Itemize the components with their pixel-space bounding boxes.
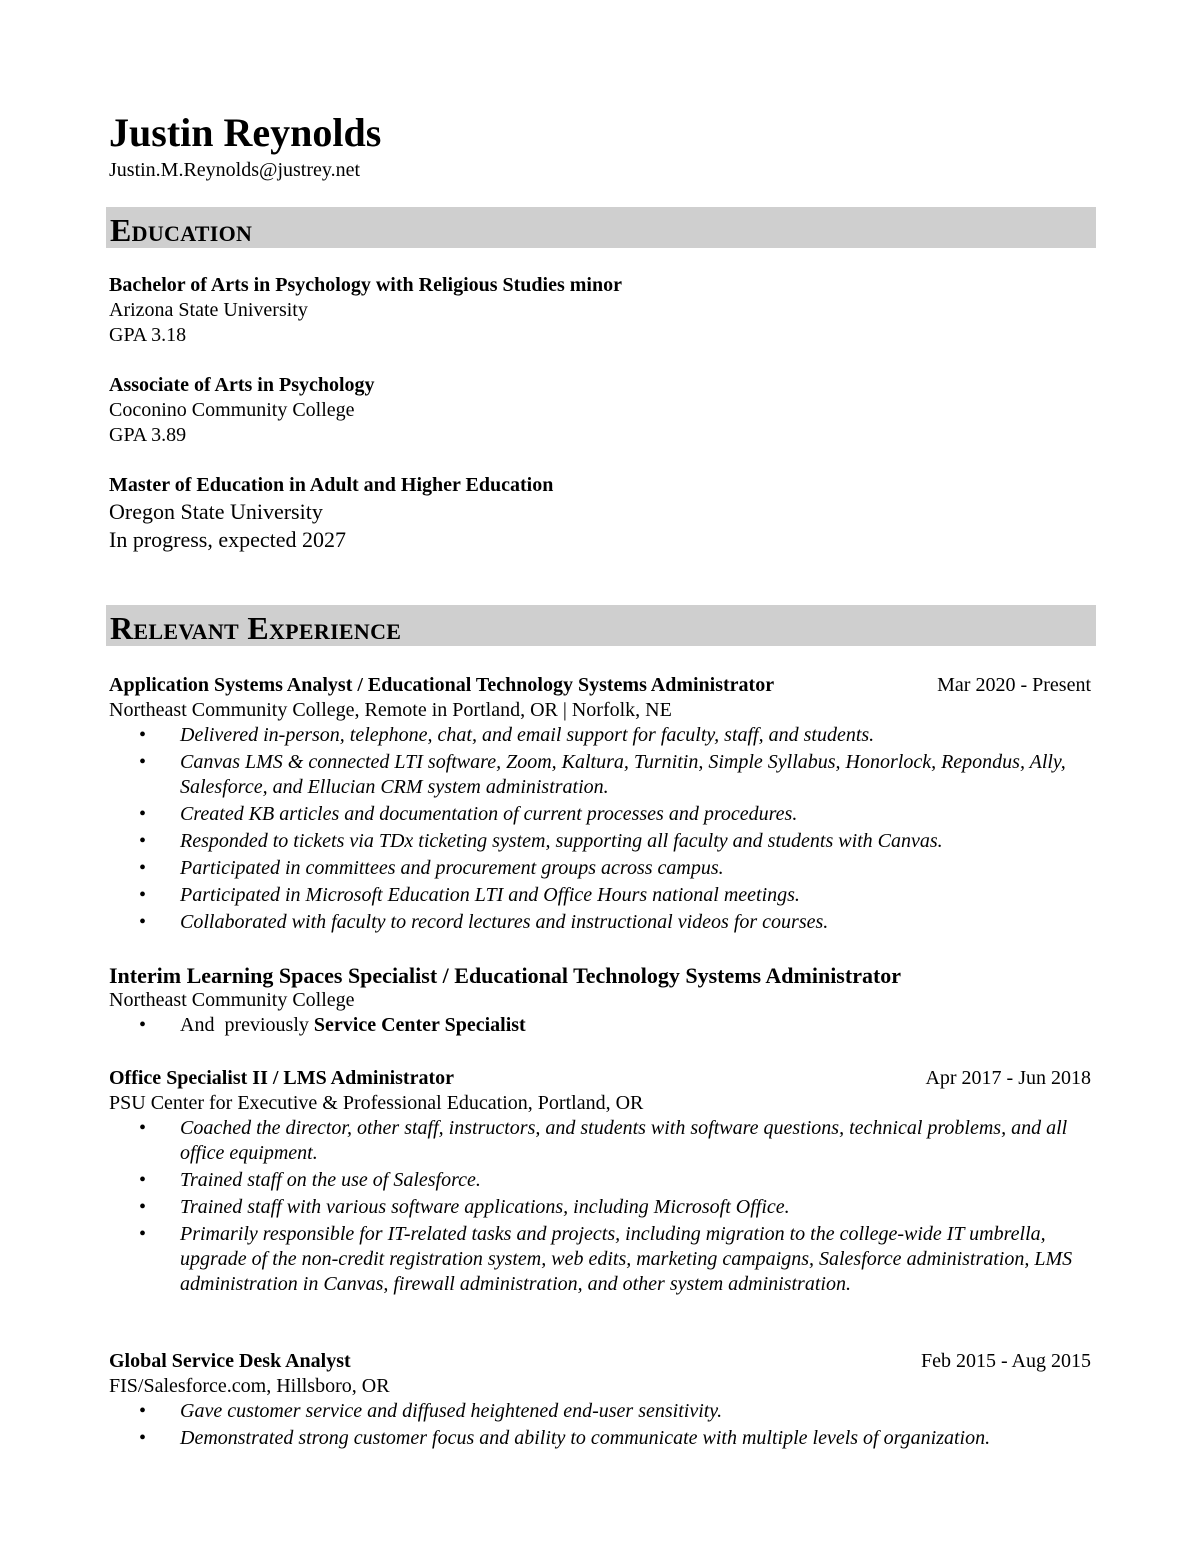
degree-title: Bachelor of Arts in Psychology with Religious Studies minor: [109, 274, 622, 296]
degree-detail: In progress, expected 2027: [109, 527, 347, 552]
school-name: Coconino Community College: [109, 399, 355, 421]
job-entry: [109, 1349, 1091, 1453]
list-item: [109, 750, 1091, 800]
job-organization: Northeast Community College, Remote in Portland, OR | Norfolk, NE: [109, 699, 672, 721]
candidate-email[interactable]: Justin.M.Reynolds@justrey.net: [109, 159, 361, 181]
bullet-icon: •: [139, 884, 147, 906]
list-item: [109, 1195, 1091, 1220]
bullet-text: Participated in Microsoft Education LTI and Office Hours national meetings.: [180, 884, 800, 906]
job-bullets: [109, 1399, 1091, 1451]
bullet-icon: •: [139, 911, 147, 933]
list-item: [109, 856, 1091, 881]
job-bullets: [109, 723, 1091, 935]
job-organization: FIS/Salesforce.com, Hillsboro, OR: [109, 1375, 390, 1397]
bullet-text: And previously: [180, 1014, 314, 1036]
list-item: [109, 1168, 1091, 1193]
list-item: [109, 910, 1091, 935]
bullet-text: Delivered in-person, telephone, chat, and email support for faculty, staff, and students.: [180, 724, 875, 746]
candidate-name: Justin Reynolds: [109, 110, 382, 155]
bullet-icon: •: [139, 1223, 147, 1245]
bullet-text: Trained staff with various software applications, including Microsoft Office.: [180, 1196, 790, 1218]
list-item: [109, 1426, 1091, 1451]
list-item: [109, 829, 1091, 854]
job-bullets: [109, 1116, 1091, 1297]
job-bullets: [109, 1013, 1091, 1038]
list-item: [109, 802, 1091, 827]
bullet-text: Canvas LMS & connected LTI software, Zoom, Kaltura, Turnitin, Simple Syllabus, Honorlock, Repondus, Ally, Salesforce, and Ellucian CRM system administration.: [180, 751, 1066, 798]
bullet-icon: •: [139, 1117, 147, 1139]
job-title: Interim Learning Spaces Specialist / Educational Technology Systems Administrator: [109, 963, 902, 988]
bullet-text: Responded to tickets via TDx ticketing system, supporting all faculty and students with Canvas.: [180, 830, 943, 852]
job-organization: PSU Center for Executive & Professional Education, Portland, OR: [109, 1092, 644, 1114]
previous-role: Service Center Specialist: [313, 1014, 526, 1036]
bullet-text: Gave customer service and diffused heightened end-user sensitivity.: [180, 1400, 723, 1422]
list-item: [109, 1116, 1091, 1166]
experience-heading: Relevant Experience: [110, 610, 402, 646]
job-title: Application Systems Analyst / Educational Technology Systems Administrator: [109, 674, 775, 696]
job-organization: Northeast Community College: [109, 989, 355, 1011]
education-heading: Education: [110, 212, 253, 248]
degree-detail: GPA 3.18: [109, 324, 187, 346]
list-item: [109, 883, 1091, 908]
bullet-icon: •: [139, 803, 147, 825]
job-dates: Mar 2020 - Present: [937, 674, 1091, 696]
bullet-text: Demonstrated strong customer focus and ability to communicate with multiple levels of organization.: [180, 1427, 991, 1449]
school-name: Arizona State University: [109, 299, 308, 321]
bullet-text: Participated in committees and procurement groups across campus.: [180, 857, 724, 879]
bullet-icon: •: [139, 830, 147, 852]
education-entry: [109, 373, 375, 448]
school-name: Oregon State University: [109, 499, 323, 524]
degree-detail: GPA 3.89: [109, 424, 187, 446]
bullet-icon: •: [139, 1169, 147, 1191]
bullet-icon: •: [139, 857, 147, 879]
education-entry: [109, 273, 622, 348]
list-item: [109, 1222, 1091, 1297]
degree-title: Associate of Arts in Psychology: [109, 374, 375, 396]
list-item: [109, 1399, 1091, 1424]
job-entry: [109, 963, 1091, 1040]
bullet-text: Collaborated with faculty to record lectures and instructional videos for courses.: [180, 911, 829, 933]
job-entry: [109, 1066, 1091, 1299]
bullet-text: Primarily responsible for IT-related tasks and projects, including migration to the college-wide IT umbrella, upgrade of the non-credit registration system, web edits, marketing campaigns, Salesforce administration, LMS administration in Canvas, firewall administration, and other system administration.: [180, 1223, 1073, 1295]
bullet-icon: •: [139, 1427, 147, 1449]
job-dates: Feb 2015 - Aug 2015: [921, 1350, 1091, 1372]
job-header: [109, 1066, 1091, 1091]
job-header: [109, 673, 1091, 698]
bullet-icon: •: [139, 1196, 147, 1218]
list-item: [109, 1013, 1091, 1038]
job-title: Office Specialist II / LMS Administrator: [109, 1067, 454, 1089]
job-entry: [109, 673, 1091, 937]
education-section-bar: [106, 207, 1096, 248]
bullet-icon: •: [139, 1014, 147, 1036]
job-header: [109, 963, 1091, 988]
bullet-text: Created KB articles and documentation of current processes and procedures.: [180, 803, 798, 825]
job-header: [109, 1349, 1091, 1374]
bullet-icon: •: [139, 724, 147, 746]
education-entry: [109, 473, 553, 554]
list-item: [109, 723, 1091, 748]
degree-title: Master of Education in Adult and Higher Education: [109, 474, 554, 496]
job-dates: Apr 2017 - Jun 2018: [925, 1067, 1091, 1089]
bullet-text: Coached the director, other staff, instructors, and students with software questions, technical problems, and all office equipment.: [180, 1117, 1068, 1164]
bullet-text: Trained staff on the use of Salesforce.: [180, 1169, 481, 1191]
job-title: Global Service Desk Analyst: [109, 1350, 351, 1372]
bullet-icon: •: [139, 751, 147, 773]
bullet-icon: •: [139, 1400, 147, 1422]
